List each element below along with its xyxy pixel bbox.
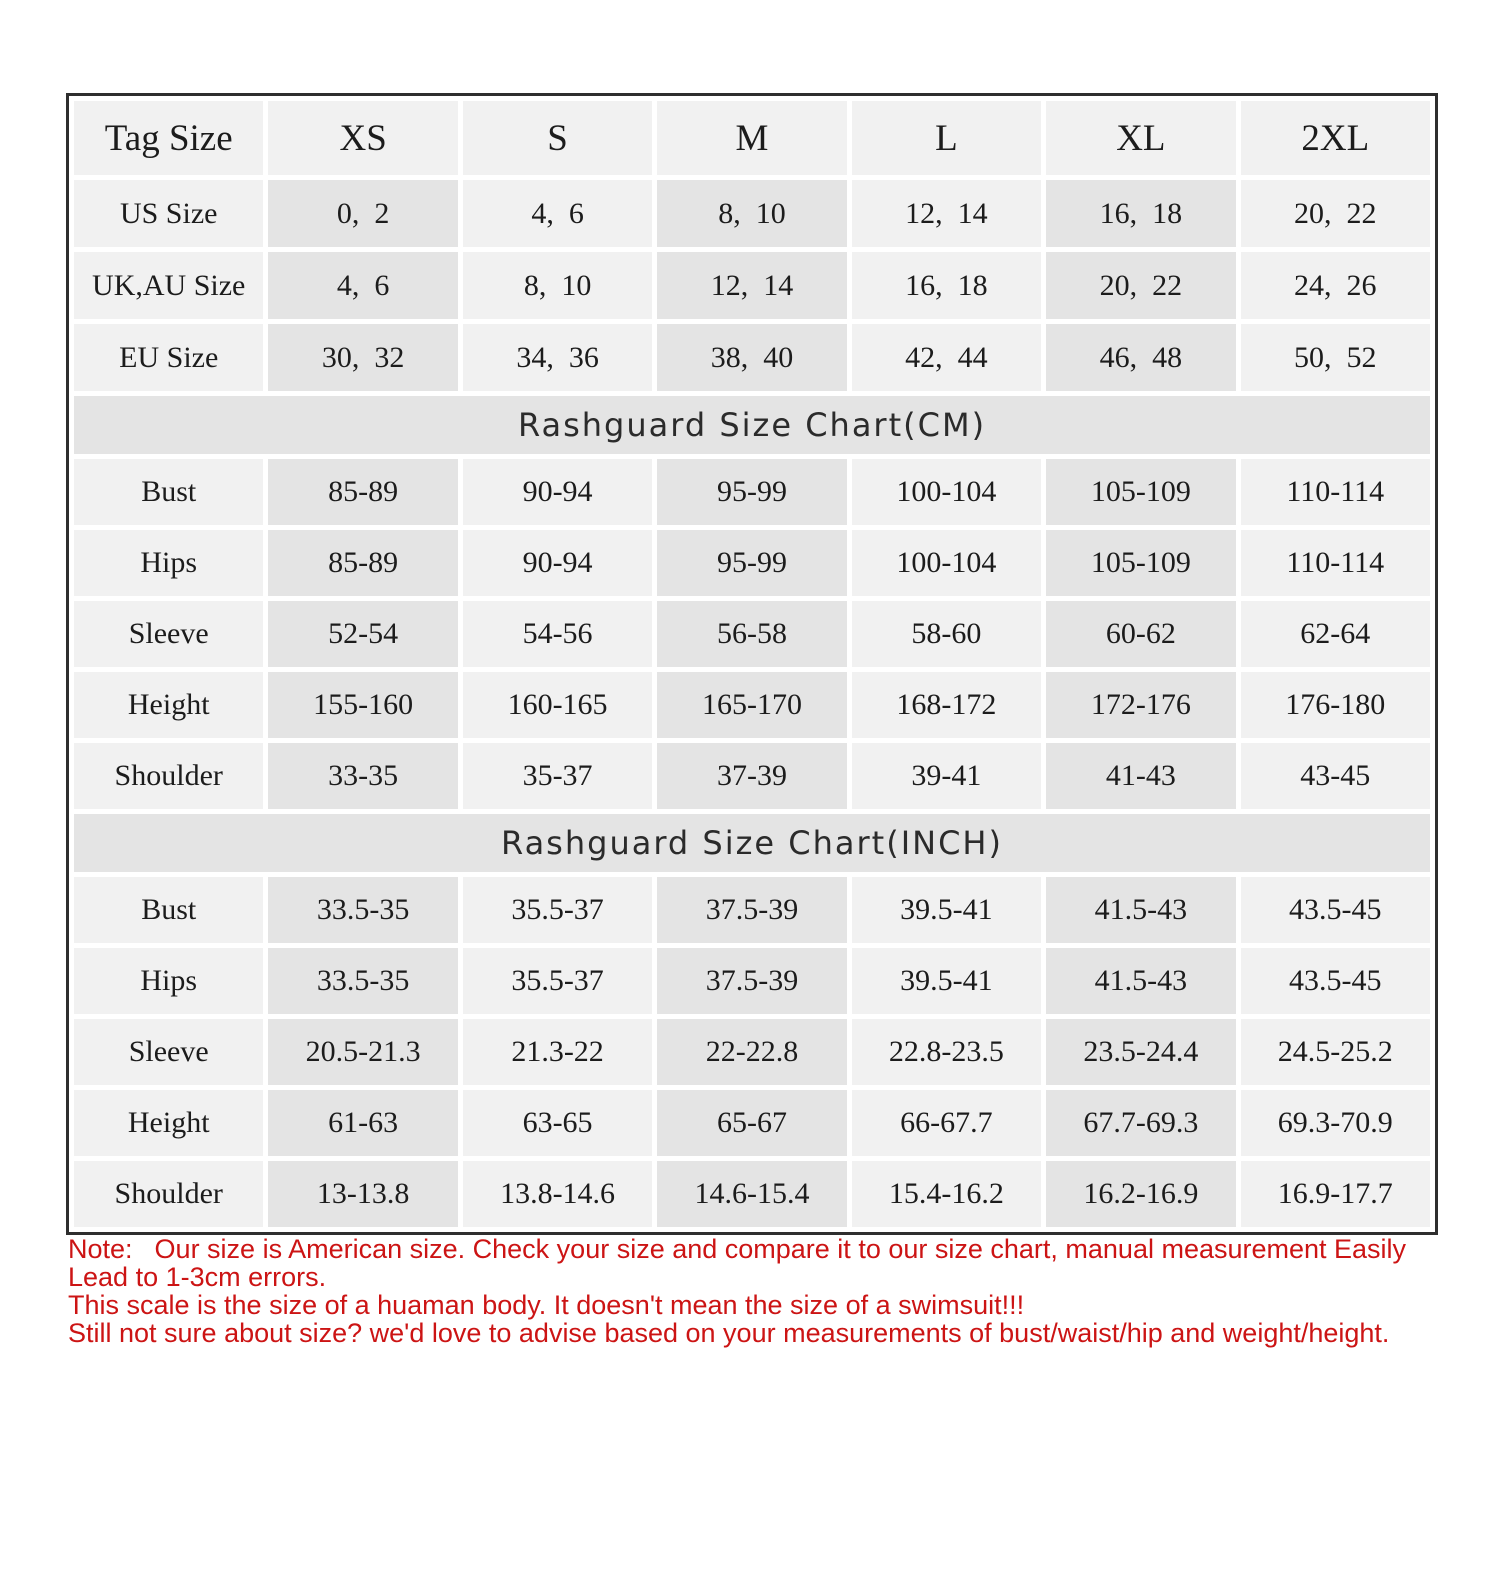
column-header-tag-size: Tag Size [74,101,263,175]
note-line-1 [68,1235,1500,1263]
column-header-l: L [852,101,1041,175]
size-cell: 33-35 [268,743,457,809]
row-label: Height [74,1090,263,1156]
column-header-2xl: 2XL [1241,101,1430,175]
size-cell: 20.5-21.3 [268,1019,457,1085]
size-cell: 14.6-15.4 [657,1161,846,1227]
table-row-eu-size [74,324,1430,391]
size-cell: 60-62 [1046,601,1235,667]
size-cell: 35-37 [463,743,652,809]
size-cell: 35.5-37 [463,948,652,1014]
size-cell: 12, 14 [657,252,846,319]
size-cell: 12, 14 [852,180,1041,247]
size-cell: 16, 18 [1046,180,1235,247]
table-row-hips-cm [74,530,1430,596]
row-label: Bust [74,459,263,525]
size-cell: 33.5-35 [268,877,457,943]
size-cell: 8, 10 [463,252,652,319]
size-cell: 50, 52 [1241,324,1430,391]
size-cell: 65-67 [657,1090,846,1156]
size-cell: 176-180 [1241,672,1430,738]
row-label: EU Size [74,324,263,391]
size-cell: 110-114 [1241,459,1430,525]
note-line-1-text: Our size is American size. Check your size and compare it to our size chart, manual measurement Easily [154,1234,1407,1264]
size-cell: 15.4-16.2 [852,1161,1041,1227]
size-cell: 61-63 [268,1090,457,1156]
size-cell: 22-22.8 [657,1019,846,1085]
row-label: Hips [74,530,263,596]
size-cell: 172-176 [1046,672,1235,738]
table-row-shoulder-inch [74,1161,1430,1227]
row-label: Height [74,672,263,738]
table-row-height-cm [74,672,1430,738]
table-row-hips-inch [74,948,1430,1014]
section-title-inch: Rashguard Size Chart(INCH) [74,814,1430,872]
size-cell: 56-58 [657,601,846,667]
size-cell: 37-39 [657,743,846,809]
table-row-height-inch [74,1090,1430,1156]
table-row-us-size [74,180,1430,247]
size-cell: 46, 48 [1046,324,1235,391]
row-label: Bust [74,877,263,943]
size-cell: 16, 18 [852,252,1041,319]
row-label: US Size [74,180,263,247]
table-row-ukau-size [74,252,1430,319]
size-cell: 37.5-39 [657,948,846,1014]
size-cell: 66-67.7 [852,1090,1041,1156]
size-cell: 41.5-43 [1046,948,1235,1014]
size-cell: 95-99 [657,530,846,596]
row-label: Sleeve [74,1019,263,1085]
size-cell: 43-45 [1241,743,1430,809]
size-cell: 52-54 [268,601,457,667]
size-cell: 69.3-70.9 [1241,1090,1430,1156]
note-block [68,1235,1500,1347]
size-cell: 8, 10 [657,180,846,247]
note-line-2: Lead to 1-3cm errors. [68,1262,327,1292]
section-title-cm: Rashguard Size Chart(CM) [74,396,1430,454]
size-cell: 39.5-41 [852,877,1041,943]
size-cell: 30, 32 [268,324,457,391]
size-cell: 39.5-41 [852,948,1041,1014]
table-row-shoulder-cm [74,743,1430,809]
table-header-row [74,101,1430,175]
size-cell: 43.5-45 [1241,877,1430,943]
size-cell: 16.9-17.7 [1241,1161,1430,1227]
size-cell: 35.5-37 [463,877,652,943]
table-row-sleeve-cm [74,601,1430,667]
table-row-bust-inch [74,877,1430,943]
note-line-3: This scale is the size of a huaman body. It doesn't mean the size of a swimsuit!!! [68,1290,1025,1320]
size-cell: 39-41 [852,743,1041,809]
size-cell: 67.7-69.3 [1046,1090,1235,1156]
size-cell: 4, 6 [463,180,652,247]
row-label: Hips [74,948,263,1014]
size-cell: 62-64 [1241,601,1430,667]
size-cell: 165-170 [657,672,846,738]
table-row-bust-cm [74,459,1430,525]
size-cell: 54-56 [463,601,652,667]
column-header-xs: XS [268,101,457,175]
size-cell: 23.5-24.4 [1046,1019,1235,1085]
row-label: Shoulder [74,1161,263,1227]
table-row-sleeve-inch [74,1019,1430,1085]
size-cell: 100-104 [852,530,1041,596]
size-cell: 24, 26 [1241,252,1430,319]
size-cell: 21.3-22 [463,1019,652,1085]
size-chart-table [66,93,1438,1235]
size-cell: 0, 2 [268,180,457,247]
size-cell: 105-109 [1046,459,1235,525]
note-line-4: Still not sure about size? we'd love to advise based on your measurements of bust/waist/hip and weight/height. [68,1318,1390,1348]
size-cell: 20, 22 [1046,252,1235,319]
row-label: UK,AU Size [74,252,263,319]
note-label: Note: [68,1234,133,1264]
size-cell: 16.2-16.9 [1046,1161,1235,1227]
size-cell: 100-104 [852,459,1041,525]
size-cell: 85-89 [268,530,457,596]
size-cell: 38, 40 [657,324,846,391]
size-cell: 85-89 [268,459,457,525]
size-cell: 33.5-35 [268,948,457,1014]
size-cell: 22.8-23.5 [852,1019,1041,1085]
row-label: Shoulder [74,743,263,809]
column-header-s: S [463,101,652,175]
size-cell: 42, 44 [852,324,1041,391]
size-cell: 58-60 [852,601,1041,667]
size-cell: 168-172 [852,672,1041,738]
size-cell: 20, 22 [1241,180,1430,247]
size-cell: 13-13.8 [268,1161,457,1227]
size-cell: 110-114 [1241,530,1430,596]
size-cell: 41-43 [1046,743,1235,809]
size-cell: 90-94 [463,459,652,525]
size-cell: 63-65 [463,1090,652,1156]
size-cell: 90-94 [463,530,652,596]
size-cell: 95-99 [657,459,846,525]
row-label: Sleeve [74,601,263,667]
size-cell: 43.5-45 [1241,948,1430,1014]
size-cell: 155-160 [268,672,457,738]
size-cell: 37.5-39 [657,877,846,943]
size-cell: 41.5-43 [1046,877,1235,943]
size-cell: 4, 6 [268,252,457,319]
size-cell: 105-109 [1046,530,1235,596]
size-cell: 24.5-25.2 [1241,1019,1430,1085]
column-header-m: M [657,101,846,175]
size-cell: 34, 36 [463,324,652,391]
column-header-xl: XL [1046,101,1235,175]
size-cell: 13.8-14.6 [463,1161,652,1227]
size-cell: 160-165 [463,672,652,738]
